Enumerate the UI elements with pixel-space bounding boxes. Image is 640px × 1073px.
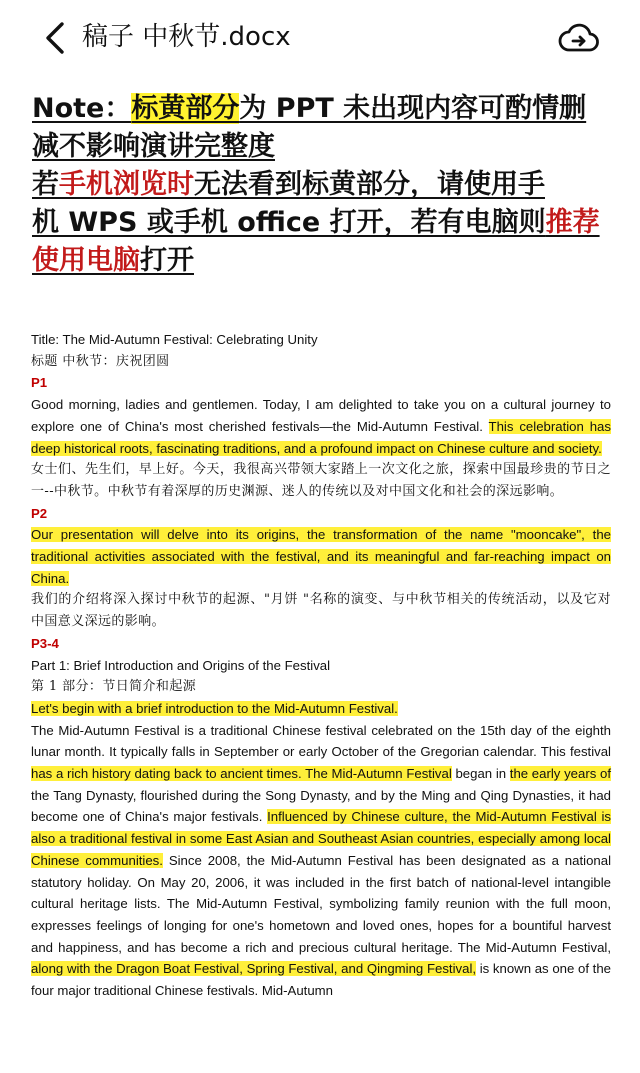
note-line-1: [32, 90, 622, 128]
speech-title-cn: 标题 中秋节：庆祝团圆: [31, 353, 170, 369]
paragraph-p1-cn: 女士们、先生们，早上好。今天，我很高兴带领大家踏上一次文化之旅，探索中国最珍贵的节日之一--中秋节。中秋节有着深厚的历史渊源、迷人的传统以及对中国文化和社会的深远影响。: [31, 462, 611, 499]
document-body: [31, 329, 611, 1002]
highlighted-text: Let's begin with a brief introduction to the Mid-Autumn Festival.: [31, 700, 398, 716]
cloud-upload-icon: [558, 18, 600, 58]
highlighted-text: the early years of: [509, 766, 612, 782]
chevron-left-icon: [40, 20, 70, 56]
paragraph-text: is known as one of the four major traditional Chinese festivals. Mid-Autumn: [31, 961, 611, 999]
part-heading-cn: 第 1 部分：节日简介和起源: [31, 679, 197, 695]
highlighted-text: Our presentation will delve into its origins, the transformation of the name "mooncake", the traditional activities associated with the festival, and its meaningful and far-reaching impact on China.: [31, 527, 611, 586]
note-line-4: [32, 204, 622, 242]
note-text: 打开: [140, 245, 194, 276]
note-red-text: 使用电脑: [32, 245, 140, 276]
speech-title-en: Title: The Mid-Autumn Festival: Celebrating Unity: [31, 332, 318, 347]
note-highlight: 标黄部分: [131, 93, 240, 124]
highlighted-text: Influenced by Chinese culture, the Mid-Autumn Festival is also a traditional festival in some East Asian and Southeast Asian countries, especially among local Chinese communities.: [31, 809, 611, 868]
section-label-p2: P2: [31, 505, 48, 521]
section-label-p1: P1: [31, 375, 48, 391]
highlighted-text: has a rich history dating back to ancient times. The Mid-Autumn Festival: [31, 766, 452, 782]
paragraph-text: began in: [451, 766, 510, 782]
paragraph-p2: [31, 524, 611, 589]
note-label: Note：: [32, 93, 132, 124]
document-title: 稿子 中秋节.docx: [82, 22, 291, 52]
highlighted-text: along with the Dragon Boat Festival, Spring Festival, and Qingming Festival,: [31, 961, 477, 977]
paragraph-p2-cn: 我们的介绍将深入探讨中秋节的起源、"月饼 "名称的演变、与中秋节相关的传统活动，以及它对中国意义深远的影响。: [31, 592, 611, 630]
paragraph-text: the Tang Dynasty, flourished during the Song Dynasty, and by the Ming and Qing Dynasties, it had become one of China's major festivals.: [31, 787, 611, 825]
intro-line: [31, 698, 611, 720]
note-block: [32, 90, 622, 280]
back-button[interactable]: [40, 20, 70, 56]
paragraph-text: The Mid-Autumn Festival is a traditional Chinese festival celebrated on the 15th day of the eighth lunar month. It typically falls in September or early October of the Gregorian calendar. This festival: [31, 722, 611, 760]
note-text: 无法看到标黄部分，请使用手: [194, 169, 545, 200]
paragraph-intro: [31, 720, 611, 1002]
note-line-5: [32, 242, 622, 280]
paragraph-text: Good morning, ladies and gentlemen. Today, I am delighted to take you on a cultural journey to explore one of China's most cherished festivals—the Mid-Autumn Festival.: [31, 397, 611, 434]
paragraph-p1: [31, 394, 611, 459]
note-red-text: 手机浏览时: [59, 169, 194, 200]
part-heading-en: Part 1: Brief Introduction and Origins of the Festival: [31, 657, 331, 673]
note-line-3: [32, 166, 622, 204]
highlighted-text: This celebration has deep historical roots, fascinating traditions, and a profound impact on Chinese culture and society.: [31, 418, 611, 456]
note-text: 为 PPT 未出现内容可酌情删: [239, 93, 587, 124]
note-red-text: 推荐: [545, 207, 600, 238]
note-text: 若: [32, 169, 59, 200]
upload-button[interactable]: [558, 18, 600, 58]
note-text: 机 WPS 或手机 office 打开，若有电脑则: [32, 207, 546, 238]
section-label-p3-4: P3-4: [31, 635, 59, 651]
note-line-2: 减不影响演讲完整度: [32, 131, 275, 162]
paragraph-text: Since 2008, the Mid-Autumn Festival has been designated as a national statutory holiday. On May 20, 2006, it was included in the first batch of national-level intangible cultural heritage lists. The Mid-Autumn Festival, symbolizing family reunion with the full moon, expresses feelings of longing for one's hometown and loved ones, hopes for a bountiful harvest and happiness, and has become a rich and precious cultural heritage. The Mid-Autumn Festival,: [31, 852, 612, 955]
top-bar: [0, 0, 640, 78]
